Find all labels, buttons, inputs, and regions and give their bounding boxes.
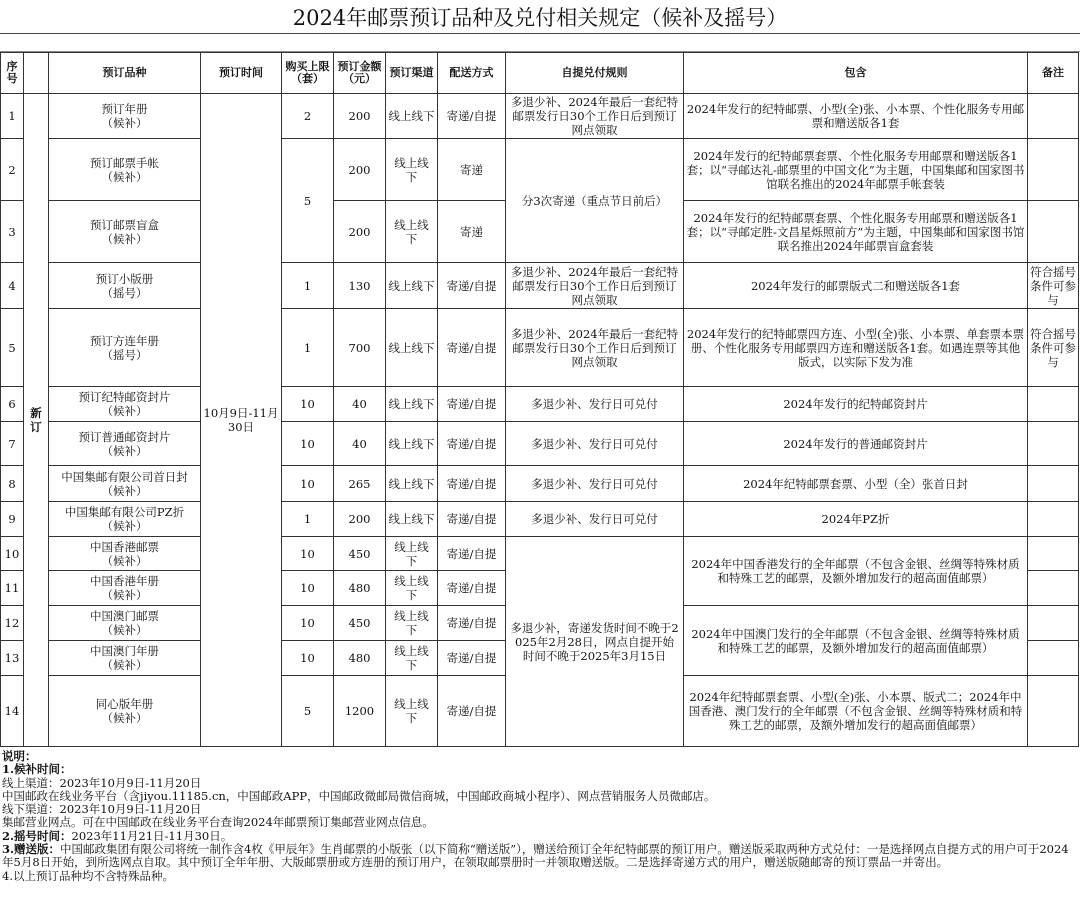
remark-cell: 符合摇号条件可参与	[1028, 263, 1079, 309]
channel-cell: 线上线下	[386, 94, 438, 139]
variety-name: 预订小版册	[95, 271, 154, 286]
delivery-cell: 寄递/自提	[438, 571, 506, 606]
limit-cell: 10	[282, 571, 334, 606]
note-3-text: 中国邮政集团有限公司将统一制作含4枚《甲辰年》生肖邮票的小版张（以下简称“赠送版”），赠送给预订全年纪特邮票的预订用户。赠送版采取两种方式兑付：一是选择网点自提方式的用户可于2024年5月8日开始，到所选网点自取。其中预订全年年册、大版邮票册或方连册的预订用户，在领取邮票册时一并领取赠送版。二是选择寄递方式的用户，赠送版随邮寄的预订票品一并寄出。	[2, 843, 1069, 870]
channel-cell: 线上线下	[386, 537, 438, 571]
channel-cell: 线上线下	[386, 201, 438, 263]
channel-cell: 线上线下	[386, 387, 438, 422]
notes-section	[2, 750, 1078, 883]
note-4: 4.以上预订品种均不含特殊品种。	[2, 869, 174, 883]
variety-sub: （候补）	[101, 443, 148, 458]
limit-cell: 10	[282, 387, 334, 422]
channel-cell: 线上线下	[386, 676, 438, 747]
delivery-cell: 寄递/自提	[438, 422, 506, 466]
remark-cell	[1028, 537, 1079, 571]
delivery-cell: 寄递/自提	[438, 641, 506, 676]
delivery-cell: 寄递/自提	[438, 387, 506, 422]
variety-sub: （候补）	[101, 483, 148, 498]
header-remark: 备注	[1028, 53, 1079, 94]
delivery-cell: 寄递/自提	[438, 263, 506, 309]
variety-cell	[49, 606, 201, 641]
channel-cell: 线上线下	[386, 422, 438, 466]
variety-name: 中国澳门年册	[90, 644, 159, 658]
variety-name: 中国集邮有限公司PZ折	[64, 505, 185, 519]
amount-cell: 450	[334, 606, 386, 641]
remark-cell	[1028, 676, 1079, 747]
variety-sub: （摇号）	[101, 347, 148, 362]
variety-sub: （候补）	[101, 116, 148, 130]
amount-cell: 200	[334, 139, 386, 201]
remark-cell	[1028, 422, 1079, 466]
note-2-text: 2023年11月21日-11月30日。	[71, 829, 233, 843]
remark-cell	[1028, 502, 1079, 537]
header-limit: 购买上限（套）	[282, 53, 334, 94]
rule-cell: 多退少补，寄递发货时间不晚于2025年2月28日，网点自提开始时间不晚于2025年3月15日	[506, 537, 684, 747]
contains-cell: 2024年纪特邮票套票、小型(全)张、小本票、版式二；2024年中国香港、澳门发行的全年邮票（不包含金银、丝绸等特殊材质和特殊工艺的邮票，及额外增加发行的超高面值邮票）	[684, 676, 1028, 747]
variety-cell	[49, 466, 201, 502]
remark-cell	[1028, 94, 1079, 139]
table-row	[1, 139, 1079, 201]
variety-sub: （候补）	[101, 519, 148, 533]
remark-cell	[1028, 571, 1079, 606]
table-row	[1, 309, 1079, 387]
remark-cell	[1028, 201, 1079, 263]
notes-heading: 说明：	[2, 750, 37, 763]
delivery-cell: 寄递/自提	[438, 502, 506, 537]
contains-cell: 2024年中国澳门发行的全年邮票（不包含金银、丝绸等特殊材质和特殊工艺的邮票，及额外增加发行的超高面值邮票）	[684, 606, 1028, 676]
rule-cell: 多退少补、发行日可兑付	[506, 387, 684, 422]
seq-cell: 4	[1, 263, 24, 309]
amount-cell: 480	[334, 571, 386, 606]
channel-cell: 线上线下	[386, 263, 438, 309]
limit-cell: 1	[282, 309, 334, 387]
variety-cell	[49, 537, 201, 571]
contains-cell: 2024年发行的纪特邮票、小型(全)张、小本票、个性化服务专用邮票和赠送版各1套	[684, 94, 1028, 139]
delivery-cell: 寄递/自提	[438, 466, 506, 502]
variety-name: 预订邮票盲盒	[90, 217, 159, 232]
rule-cell: 多退少补、发行日可兑付	[506, 466, 684, 502]
limit-cell: 5	[282, 676, 334, 747]
header-amount: 预订金额（元）	[334, 53, 386, 94]
amount-cell: 265	[334, 466, 386, 502]
delivery-cell: 寄递/自提	[438, 537, 506, 571]
table-row	[1, 387, 1079, 422]
delivery-cell: 寄递/自提	[438, 606, 506, 641]
seq-cell: 9	[1, 502, 24, 537]
contains-cell: 2024年发行的普通邮资封片	[684, 422, 1028, 466]
remark-cell	[1028, 641, 1079, 676]
contains-cell: 2024年发行的纪特邮票四方连、小型(全)张、小本票、单套票本票册、个性化服务专用邮票四方连和赠送版各1套。如遇连票等其他版式，以实际下发为准	[684, 309, 1028, 387]
variety-cell	[49, 201, 201, 263]
seq-cell: 1	[1, 94, 24, 139]
variety-cell	[49, 387, 201, 422]
seq-cell: 7	[1, 422, 24, 466]
table-row	[1, 502, 1079, 537]
remark-cell: 符合摇号条件可参与	[1028, 309, 1079, 387]
seq-cell: 5	[1, 309, 24, 387]
table-row	[1, 537, 1079, 571]
seq-cell: 11	[1, 571, 24, 606]
seq-cell: 13	[1, 641, 24, 676]
delivery-cell: 寄递	[438, 139, 506, 201]
note-2-title: 2.摇号时间：	[2, 829, 72, 843]
header-contains: 包含	[684, 53, 1028, 94]
channel-cell: 线上线下	[386, 309, 438, 387]
seq-cell: 6	[1, 387, 24, 422]
note-2	[2, 830, 1078, 843]
rule-cell: 多退少补、2024年最后一套纪特邮票发行日30个工作日后到预订网点领取	[506, 263, 684, 309]
header-blank	[24, 53, 49, 94]
seq-cell: 10	[1, 537, 24, 571]
contains-cell: 2024年PZ折	[684, 502, 1028, 537]
variety-cell	[49, 641, 201, 676]
seq-cell: 8	[1, 466, 24, 502]
rule-cell: 多退少补、2024年最后一套纪特邮票发行日30个工作日后到预订网点领取	[506, 94, 684, 139]
rule-cell: 多退少补、发行日可兑付	[506, 502, 684, 537]
contains-cell: 2024年发行的纪特邮票套票、个性化服务专用邮票和赠送版各1套；以“寻邮达礼-邮票里的中国文化”为主题，中国集邮和国家图书馆联名推出的2024年邮票手帐套装	[684, 139, 1028, 201]
variety-sub: （候补）	[101, 588, 148, 602]
seq-cell: 14	[1, 676, 24, 747]
amount-cell: 480	[334, 641, 386, 676]
variety-sub: （候补）	[101, 711, 148, 725]
booking-time-cell: 10月9日-11月30日	[201, 94, 282, 747]
table-row	[1, 466, 1079, 502]
variety-name: 预订方连年册	[90, 333, 159, 348]
variety-cell	[49, 422, 201, 466]
contains-cell: 2024年中国香港发行的全年邮票（不包含金银、丝绸等特殊材质和特殊工艺的邮票，及额外增加发行的超高面值邮票）	[684, 537, 1028, 606]
header-row	[1, 53, 1079, 94]
rule-cell: 分3次寄递（重点节日前后）	[506, 139, 684, 263]
variety-sub: （候补）	[101, 231, 148, 246]
amount-cell: 200	[334, 201, 386, 263]
seq-cell: 3	[1, 201, 24, 263]
limit-cell: 10	[282, 466, 334, 502]
variety-name: 中国香港邮票	[90, 539, 159, 554]
channel-cell: 线上线下	[386, 641, 438, 676]
amount-cell: 450	[334, 537, 386, 571]
channel-cell: 线上线下	[386, 606, 438, 641]
table-row	[1, 263, 1079, 309]
variety-cell	[49, 676, 201, 747]
variety-name: 中国集邮有限公司首日封	[61, 469, 188, 484]
amount-cell: 200	[334, 94, 386, 139]
rule-cell: 多退少补、2024年最后一套纪特邮票发行日30个工作日后到预订网点领取	[506, 309, 684, 387]
header-channel: 预订渠道	[386, 53, 438, 94]
contains-cell: 2024年纪特邮票套票、小型（全）张首日封	[684, 466, 1028, 502]
remark-cell	[1028, 606, 1079, 641]
blank-row	[0, 34, 1080, 52]
limit-cell: 10	[282, 641, 334, 676]
amount-cell: 700	[334, 309, 386, 387]
limit-cell: 10	[282, 606, 334, 641]
variety-name: 中国澳门邮票	[90, 609, 159, 623]
limit-cell: 1	[282, 502, 334, 537]
booking-table	[0, 52, 1079, 747]
variety-cell	[49, 94, 201, 139]
limit-cell: 10	[282, 537, 334, 571]
variety-sub: （候补）	[101, 169, 148, 184]
contains-cell: 2024年发行的纪特邮票套票、个性化服务专用邮票和赠送版各1套；以“寻邮定胜-文昌星烁照前方”为主题，中国集邮和国家图书馆联名推出2024年邮票盲盒套装	[684, 201, 1028, 263]
note-1-offline: 线下渠道：2023年10月9日-11月20日	[2, 803, 202, 817]
note-3-title: 3.赠送版：	[2, 843, 61, 857]
variety-name: 预订邮票手帐	[90, 155, 159, 170]
variety-cell	[49, 502, 201, 537]
channel-cell: 线上线下	[386, 139, 438, 201]
channel-cell: 线上线下	[386, 502, 438, 537]
variety-sub: （候补）	[101, 658, 148, 672]
delivery-cell: 寄递/自提	[438, 94, 506, 139]
limit-cell: 1	[282, 263, 334, 309]
limit-cell: 5	[282, 139, 334, 263]
seq-cell: 2	[1, 139, 24, 201]
note-3	[2, 843, 1078, 870]
header-time: 预订时间	[201, 53, 282, 94]
amount-cell: 1200	[334, 676, 386, 747]
amount-cell: 40	[334, 422, 386, 466]
header-delivery: 配送方式	[438, 53, 506, 94]
amount-cell: 40	[334, 387, 386, 422]
amount-cell: 130	[334, 263, 386, 309]
delivery-cell: 寄递	[438, 201, 506, 263]
variety-name: 预订普通邮资封片	[78, 429, 171, 444]
contains-cell: 2024年发行的纪特邮资封片	[684, 387, 1028, 422]
channel-cell: 线上线下	[386, 571, 438, 606]
page-title: 2024年邮票预订品种及兑付相关规定（候补及摇号）	[0, 0, 1080, 34]
seq-cell: 12	[1, 606, 24, 641]
variety-cell	[49, 139, 201, 201]
table-row	[1, 94, 1079, 139]
limit-cell: 10	[282, 422, 334, 466]
variety-name: 预订纪特邮资封片	[78, 390, 171, 404]
note-1-online: 线上渠道：2023年10月9日-11月20日	[2, 776, 202, 790]
limit-cell: 2	[282, 94, 334, 139]
variety-name: 同心版年册	[95, 697, 154, 711]
variety-cell	[49, 309, 201, 387]
delivery-cell: 寄递/自提	[438, 309, 506, 387]
variety-sub: （候补）	[101, 623, 148, 637]
rule-cell: 多退少补、发行日可兑付	[506, 422, 684, 466]
contains-cell: 2024年发行的邮票版式二和赠送版各1套	[684, 263, 1028, 309]
header-seq: 序号	[1, 53, 24, 94]
variety-sub: （摇号）	[101, 285, 148, 300]
variety-cell	[49, 263, 201, 309]
amount-cell: 200	[334, 502, 386, 537]
group-label: 新订	[24, 94, 49, 747]
variety-sub: （候补）	[101, 553, 148, 568]
variety-name: 预订年册	[101, 102, 148, 116]
header-rule: 自提兑付规则	[506, 53, 684, 94]
variety-sub: （候补）	[101, 404, 148, 418]
header-variety: 预订品种	[49, 53, 201, 94]
note-1-outlets: 集邮营业网点。可在中国邮政在线业务平台查询2024年邮票预订集邮营业网点信息。	[2, 816, 434, 830]
remark-cell	[1028, 387, 1079, 422]
channel-cell: 线上线下	[386, 466, 438, 502]
variety-name: 中国香港年册	[90, 574, 159, 588]
remark-cell	[1028, 466, 1079, 502]
remark-cell	[1028, 139, 1079, 201]
variety-cell	[49, 571, 201, 606]
note-1-platform: 中国邮政在线业务平台（含jiyou.11185.cn，中国邮政APP，中国邮政微邮局微信商城，中国邮政商城小程序）、网点营销服务人员微邮店。	[2, 789, 716, 803]
table-row	[1, 422, 1079, 466]
delivery-cell: 寄递/自提	[438, 676, 506, 747]
note-1-title: 1.候补时间：	[2, 763, 72, 777]
